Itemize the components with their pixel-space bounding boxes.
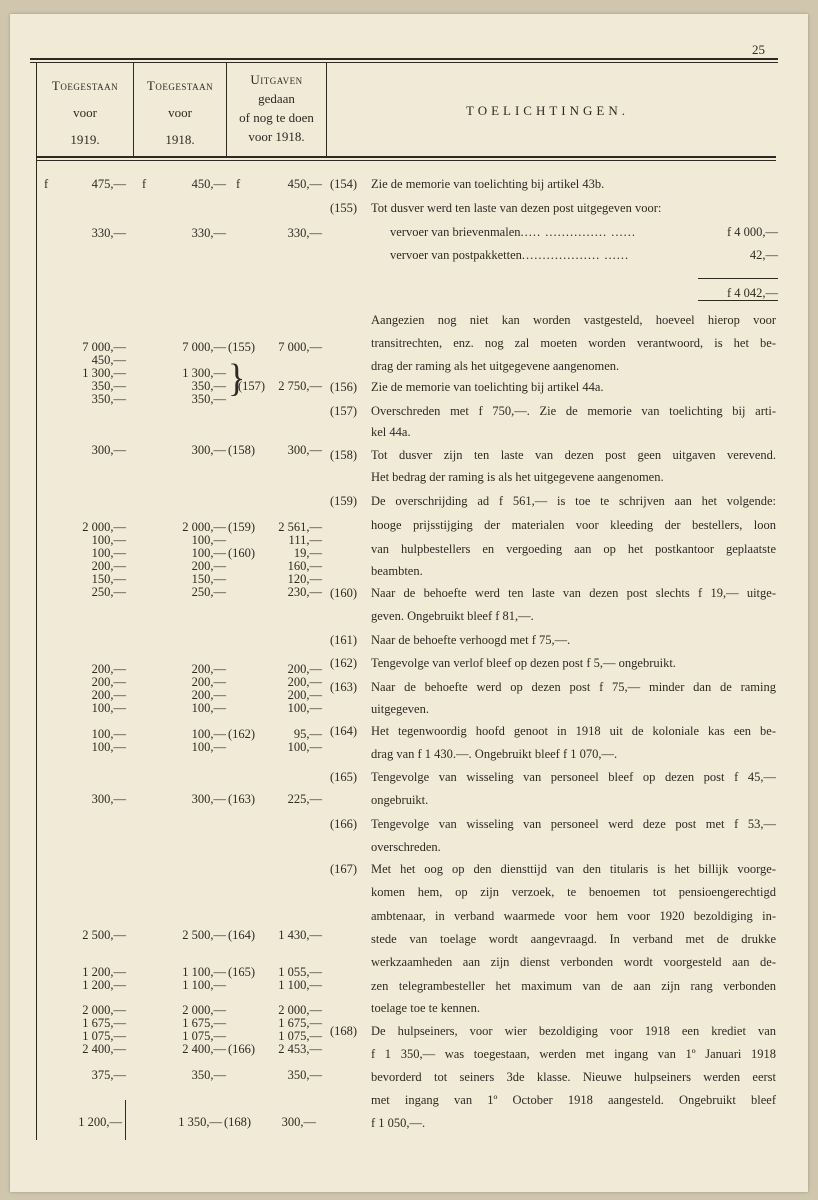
uitgaven-ref: (158) <box>228 443 256 457</box>
note-text: Tengevolge van verlof bleef op dezen post f 5,— ongebruikt. <box>371 656 676 670</box>
amount-1919: 2 400,— <box>82 1042 126 1056</box>
amount-uitgaven: 95,— <box>293 727 322 741</box>
column-divider-1 <box>36 62 37 1140</box>
currency-sign-1919: f <box>44 177 49 191</box>
amount-1919: 7 000,— <box>82 340 126 354</box>
amount-1918: 450,— <box>191 177 226 191</box>
note-number: (159) <box>330 494 358 508</box>
amount-uitgaven: 300,— <box>287 443 322 457</box>
amount-1919: 100,— <box>91 546 126 560</box>
note-number: (161) <box>330 633 358 647</box>
amount-1918: 250,— <box>191 585 226 599</box>
amount-1918: 200,— <box>191 662 226 676</box>
uitgaven-ref: (165) <box>228 965 256 979</box>
currency-sign-1918: f <box>142 177 147 191</box>
amount-uitgaven: 300,— <box>281 1115 316 1129</box>
amount-1918: 200,— <box>191 559 226 573</box>
amount-1919: 350,— <box>91 392 126 406</box>
uitgaven-ref: (159) <box>228 520 256 534</box>
note-number: (163) <box>330 680 358 694</box>
amount-uitgaven: 225,— <box>287 792 322 806</box>
note-number: (156) <box>330 380 358 394</box>
amount-uitgaven: 1 100,— <box>278 978 322 992</box>
uitgaven-ref: (163) <box>228 792 256 806</box>
amount-1919: 300,— <box>91 792 126 806</box>
amount-1918: 2 500,— <box>182 928 226 942</box>
note-text: Met het oog op den diensttijd van den titularis is het billijk voorge- <box>371 862 776 876</box>
amount-1918: 1 075,— <box>182 1029 226 1043</box>
note-text: Naar de behoefte werd ten laste van dezen post slechts f 19,— uitge- <box>371 586 776 600</box>
amount-1918: 300,— <box>191 792 226 806</box>
expense-item: vervoer van postpakketten ................... ...... 42,— <box>390 248 778 262</box>
amount-uitgaven: 100,— <box>287 701 322 715</box>
amount-1918: 350,— <box>191 1068 226 1082</box>
note-text: Tot dusver zijn ten laste van dezen post geen uitgaven verevend. <box>371 448 776 462</box>
note-text: zen telegrambesteller het maximum van de aan zijn rang verbonden <box>371 979 776 993</box>
amount-1918: 100,— <box>191 533 226 547</box>
amount-uitgaven: 330,— <box>287 226 322 240</box>
amount-1919: 2 000,— <box>82 520 126 534</box>
amount-1919: 100,— <box>91 701 126 715</box>
amount-uitgaven: 2 453,— <box>278 1042 322 1056</box>
uitgaven-ref: (155) <box>228 340 256 354</box>
note-text: werkzaamheden aan zijn dienst verbonden wordt voorgesteld aan de- <box>371 955 776 969</box>
amount-1919: 1 075,— <box>82 1029 126 1043</box>
top-rule <box>30 58 778 60</box>
amount-uitgaven: 200,— <box>287 675 322 689</box>
amount-1918: 150,— <box>191 572 226 586</box>
note-number: (166) <box>330 817 358 831</box>
amount-uitgaven: 450,— <box>287 177 322 191</box>
top-rule-thin <box>30 62 778 63</box>
amount-1918: 1 350,— <box>178 1115 222 1129</box>
amount-1919: 2 500,— <box>82 928 126 942</box>
sum-total: f 4 042,— <box>726 286 778 300</box>
note-text: Tengevolge van wisseling van personeel werd deze post met f 53,— <box>371 817 776 831</box>
amount-uitgaven: 350,— <box>287 1068 322 1082</box>
sum-rule <box>698 278 778 279</box>
amount-1918: 100,— <box>191 727 226 741</box>
amount-uitgaven: 200,— <box>287 662 322 676</box>
note-text: komen hem, op zijn verzoek, te benoemen tot pensioengerechtigd <box>371 885 776 899</box>
note-text: beambten. <box>371 564 423 578</box>
amount-1919: 350,— <box>91 379 126 393</box>
uitgaven-ref: (168) <box>224 1115 252 1129</box>
amount-1919: 330,— <box>91 226 126 240</box>
amount-uitgaven: 160,— <box>287 559 322 573</box>
note-text: geven. Ongebruikt bleef f 81,—. <box>371 609 534 623</box>
note-text: Naar de behoefte werd op dezen post f 75,— minder dan de raming <box>371 680 776 694</box>
note-text: Naar de behoefte verhoogd met f 75,—. <box>371 633 571 647</box>
note-text: Aangezien nog niet kan worden vastgesteld, hoeveel hierop voor <box>371 313 776 327</box>
amount-1918: 2 400,— <box>182 1042 226 1056</box>
amount-uitgaven: 7 000,— <box>278 340 322 354</box>
note-text: drag der raming als het uitgegevene aangenomen. <box>371 359 620 373</box>
brace-symbol: } <box>228 356 246 400</box>
note-number: (160) <box>330 586 358 600</box>
note-text: Het bedrag der raming is als het uitgegevene aangenomen. <box>371 470 664 484</box>
note-number: (167) <box>330 862 358 876</box>
amount-1919: 1 200,— <box>82 978 126 992</box>
amount-1918: 100,— <box>191 701 226 715</box>
amount-1918: 100,— <box>191 546 226 560</box>
amount-uitgaven: 230,— <box>287 585 322 599</box>
header-col-uitgaven: Uitgaven gedaan of nog te doen voor 1918. <box>239 72 314 144</box>
expense-item: vervoer van brievenmalen ..... ............... ...... f 4 000,— <box>390 225 778 239</box>
amount-uitgaven: 1 055,— <box>278 965 322 979</box>
uitgaven-ref: (166) <box>228 1042 256 1056</box>
note-number: (155) <box>330 201 358 215</box>
note-text: f 1 350,— was toegestaan, werden met ingang van 1º Januari 1918 <box>371 1047 776 1061</box>
amount-1919: 100,— <box>91 740 126 754</box>
amount-uitgaven: 1 430,— <box>278 928 322 942</box>
note-text: Zie de memorie van toelichting bij artikel 43b. <box>371 177 605 191</box>
header-toelichtingen: TOELICHTINGEN. <box>466 103 629 118</box>
sum-underline <box>698 300 778 301</box>
column-divider-4 <box>326 62 327 156</box>
amount-1918: 1 300,— <box>182 366 226 380</box>
amount-uitgaven: 200,— <box>287 688 322 702</box>
header-bottom-rule-thin <box>36 160 776 161</box>
amount-1918: 100,— <box>191 740 226 754</box>
amount-uitgaven: 2 561,— <box>278 520 322 534</box>
note-number: (168) <box>330 1024 358 1038</box>
amount-1918: 7 000,— <box>182 340 226 354</box>
note-text: f 1 050,—. <box>371 1116 426 1130</box>
amount-1919: 2 000,— <box>82 1003 126 1017</box>
amount-1918: 300,— <box>191 443 226 457</box>
note-text: overschreden. <box>371 840 441 854</box>
amount-1918: 2 000,— <box>182 1003 226 1017</box>
note-text: ongebruikt. <box>371 793 429 807</box>
header-col-1918: Toegestaan voor 1918. <box>146 78 214 147</box>
amount-uitgaven: 2 750,— <box>278 379 322 393</box>
note-text: drag van f 1 430.—. Ongebruikt bleef f 1 070,—. <box>371 747 618 761</box>
note-text: transitrechten, enz. nog zal moeten worden verantwoord, is het be- <box>371 336 776 350</box>
note-text: Zie de memorie van toelichting bij artikel 44a. <box>371 380 604 394</box>
note-number: (164) <box>330 724 358 738</box>
amount-1919: 250,— <box>91 585 126 599</box>
amount-1918: 1 675,— <box>182 1016 226 1030</box>
amount-1918: 350,— <box>191 379 226 393</box>
note-number: (157) <box>330 404 358 418</box>
amount-1919: 200,— <box>91 662 126 676</box>
amount-1919: 150,— <box>91 572 126 586</box>
note-text: De hulpseiners, voor wier bezoldiging voor 1918 een krediet van <box>371 1024 776 1038</box>
amount-uitgaven: 100,— <box>287 740 322 754</box>
amount-uitgaven: 111,— <box>288 533 322 547</box>
amount-uitgaven: 19,— <box>293 546 322 560</box>
note-number: (158) <box>330 448 358 462</box>
note-text: De overschrijding ad f 561,— is toe te schrijven aan het volgende: <box>371 494 776 508</box>
note-text: Het tegenwoordig hoofd genoot in 1918 uit de koloniale kas een be- <box>371 724 776 738</box>
amount-1919: 1 200,— <box>78 1115 122 1129</box>
amount-uitgaven: 2 000,— <box>278 1003 322 1017</box>
note-text: kel 44a. <box>371 425 411 439</box>
amount-1919: 200,— <box>91 675 126 689</box>
amount-1919: 100,— <box>91 533 126 547</box>
note-text: uitgegeven. <box>371 702 429 716</box>
note-text: stede van toelage wordt aangevraagd. In verband met de drukke <box>371 932 776 946</box>
amount-1919: 200,— <box>91 688 126 702</box>
note-text: Tengevolge van wisseling van personeel bleef op dezen post f 45,— <box>371 770 776 784</box>
amount-uitgaven: 1 675,— <box>278 1016 322 1030</box>
amount-1918: 350,— <box>191 392 226 406</box>
amount-1919: 375,— <box>91 1068 126 1082</box>
amount-1919: 300,— <box>91 443 126 457</box>
note-number: (162) <box>330 656 358 670</box>
header-bottom-rule <box>36 156 776 158</box>
uitgaven-ref: (157) <box>238 379 266 393</box>
amount-1919: 1 300,— <box>82 366 126 380</box>
column-divider-5 <box>125 1100 126 1140</box>
amount-uitgaven: 120,— <box>287 572 322 586</box>
page-number: 25 <box>752 42 765 57</box>
amount-1919: 200,— <box>91 559 126 573</box>
amount-1919: 475,— <box>91 177 126 191</box>
amount-1918: 330,— <box>191 226 226 240</box>
header-col-1919: Toegestaan voor 1919. <box>51 78 119 147</box>
uitgaven-ref: (162) <box>228 727 256 741</box>
amount-1919: 1 675,— <box>82 1016 126 1030</box>
currency-sign-uitgaven: f <box>236 177 241 191</box>
note-text: ambtenaar, in verband waarmede voor hem voor 1920 bezoldiging in- <box>371 909 776 923</box>
amount-1918: 1 100,— <box>182 965 226 979</box>
amount-1918: 200,— <box>191 675 226 689</box>
amount-1919: 450,— <box>91 353 126 367</box>
note-number: (165) <box>330 770 358 784</box>
amount-1918: 1 100,— <box>182 978 226 992</box>
note-number: (154) <box>330 177 358 191</box>
note-text: van hulpbestellers en vergoeding aan op het postkantoor geplaatste <box>371 542 776 556</box>
note-text: hooge prijsstijging der materialen voor kleeding der bestellers, loon <box>371 518 776 532</box>
note-text: Tot dusver werd ten laste van dezen post uitgegeven voor: <box>371 201 662 215</box>
amount-1919: 100,— <box>91 727 126 741</box>
uitgaven-ref: (160) <box>228 546 256 560</box>
amount-1919: 1 200,— <box>82 965 126 979</box>
note-text: toelage toe te kennen. <box>371 1001 480 1015</box>
amount-uitgaven: 1 075,— <box>278 1029 322 1043</box>
amount-1918: 200,— <box>191 688 226 702</box>
amount-1918: 2 000,— <box>182 520 226 534</box>
uitgaven-ref: (164) <box>228 928 256 942</box>
note-text: Overschreden met f 750,—. Zie de memorie van toelichting bij arti- <box>371 404 776 418</box>
note-text: met ingang van 1º October 1918 aangesteld. Ongebruikt bleef <box>371 1093 776 1107</box>
note-text: bevorderd tot seiners 3de klasse. Nieuwe hulpseiners werden eerst <box>371 1070 776 1084</box>
